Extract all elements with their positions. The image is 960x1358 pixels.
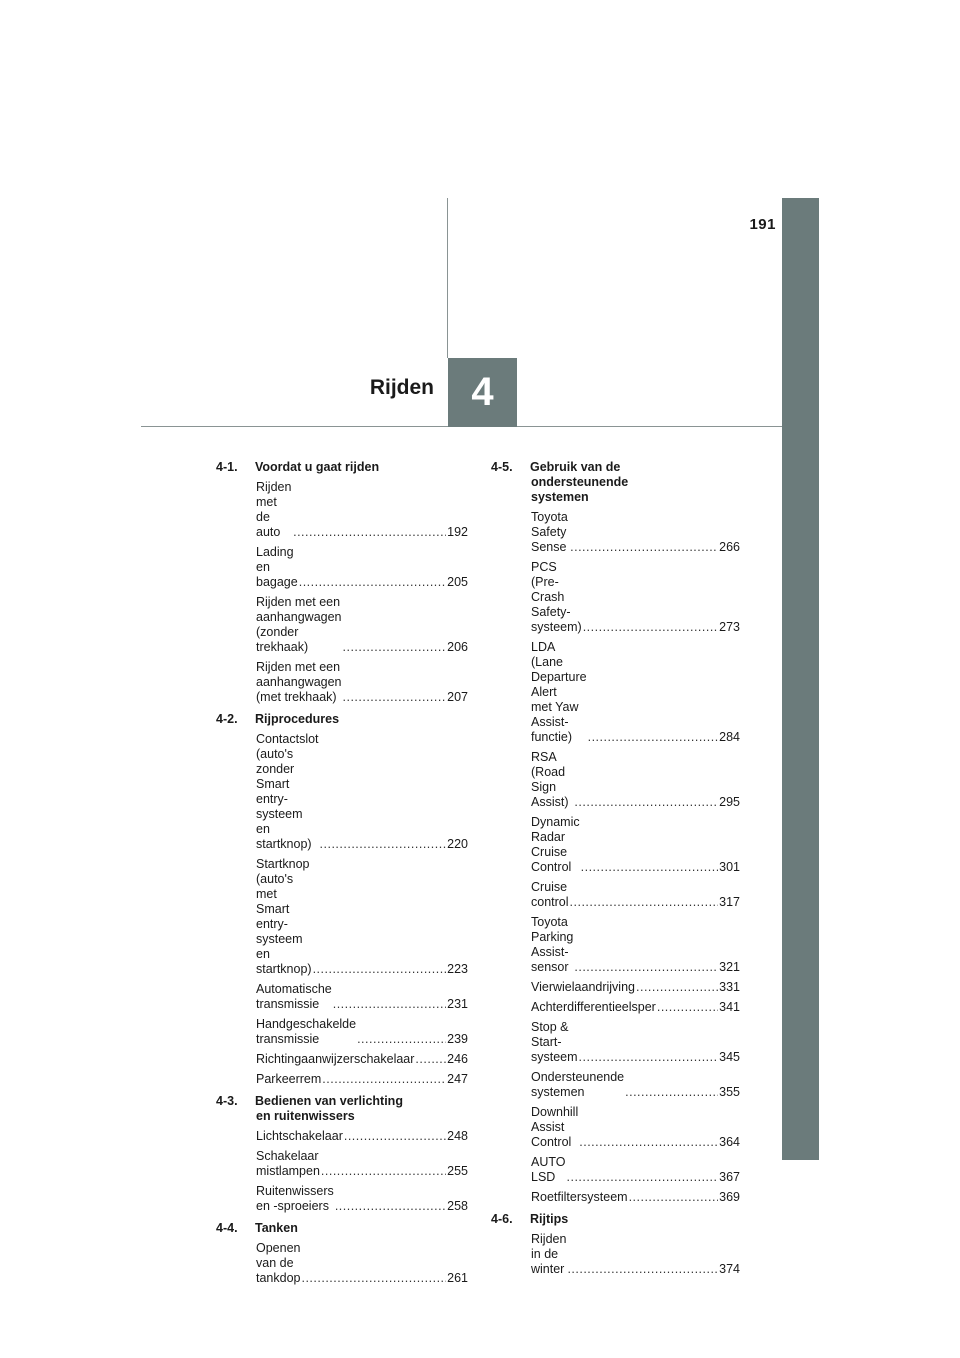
section-number: 4-2. (216, 712, 238, 726)
toc-entry[interactable] (531, 915, 740, 975)
entry-title: Rijden met de auto (256, 480, 292, 539)
entry-title: Startknop (auto's met Smart entry-systeem en startknop) (256, 857, 312, 976)
toc-column-left (216, 460, 468, 1293)
page-number: 191 (749, 216, 776, 233)
toc-entry[interactable] (531, 560, 740, 635)
entry-page: 301 (719, 860, 740, 874)
toc-entry[interactable] (531, 1155, 740, 1185)
entry-title: Parkeerrem (256, 1072, 322, 1086)
toc-entry[interactable] (256, 1184, 468, 1214)
entry-page: 364 (719, 1135, 740, 1149)
toc-entry[interactable] (256, 1017, 468, 1047)
section-title: Voordat u gaat rijden (255, 460, 380, 474)
entry-page: 246 (447, 1052, 468, 1066)
entry-title: Downhill Assist Control (531, 1105, 579, 1149)
toc-section-heading[interactable] (491, 460, 740, 505)
entry-page: 205 (447, 575, 468, 589)
entry-title: Openen van de tankdop (256, 1241, 301, 1285)
entry-title: Ruitenwissers en -sproeiers (256, 1184, 334, 1213)
section-number: 4-3. (216, 1094, 238, 1108)
toc-section-heading[interactable] (216, 460, 468, 475)
entry-title: Toyota Safety Sense (531, 510, 568, 554)
chapter-title: Rijden (369, 376, 434, 399)
entry-title: Lichtschakelaar (256, 1129, 343, 1143)
toc-entry[interactable] (256, 1052, 468, 1067)
section-number: 4-6. (491, 1212, 513, 1226)
toc-entry[interactable] (256, 732, 468, 852)
entry-page: 247 (447, 1072, 468, 1086)
entry-title: Richtingaanwijzerschakelaar (256, 1052, 415, 1066)
entry-page: 261 (447, 1271, 468, 1285)
entry-title: Lading en bagage (256, 545, 298, 589)
toc-entry[interactable] (256, 545, 468, 590)
toc-entry[interactable] (256, 1129, 468, 1144)
entry-page: 239 (447, 1032, 468, 1046)
toc-section (216, 1221, 468, 1286)
toc-column-right (491, 460, 740, 1284)
entry-page: 266 (719, 540, 740, 554)
entry-title: Stop & Start-systeem (531, 1020, 578, 1064)
section-title: Tanken (255, 1221, 298, 1235)
section-title: Rijtips (530, 1212, 569, 1226)
entry-title: Roetfiltersysteem (531, 1190, 628, 1204)
entry-page: 367 (719, 1170, 740, 1184)
entry-title: LDA (Lane Departure Alert met Yaw Assist-functie) (531, 640, 587, 744)
entry-page: 206 (447, 640, 468, 654)
entry-title: Schakelaar mistlampen (256, 1149, 320, 1178)
entry-page: 345 (719, 1050, 740, 1064)
toc-entry[interactable] (531, 880, 740, 910)
toc-entry[interactable] (531, 1070, 740, 1100)
toc-entry[interactable] (531, 640, 740, 745)
entry-page: 341 (719, 1000, 740, 1014)
toc-entry[interactable] (256, 857, 468, 977)
toc-entry[interactable] (531, 510, 740, 555)
entry-page: 295 (719, 795, 740, 809)
toc-section-heading[interactable] (216, 1221, 468, 1236)
toc-entry[interactable] (531, 1190, 740, 1205)
toc-entry[interactable] (256, 1241, 468, 1286)
toc-entry[interactable] (531, 980, 740, 995)
toc-section-heading[interactable] (216, 712, 468, 727)
entry-page: 231 (447, 997, 468, 1011)
entry-page: 223 (447, 962, 468, 976)
entry-title: Rijden in de winter (531, 1232, 567, 1276)
entry-page: 317 (719, 895, 740, 909)
toc-entry[interactable] (531, 1105, 740, 1150)
entry-page: 331 (719, 980, 740, 994)
toc-entry[interactable] (531, 815, 740, 875)
entry-page: 220 (447, 837, 468, 851)
entry-page: 369 (719, 1190, 740, 1204)
toc-section (216, 712, 468, 1087)
entry-title: Achterdifferentieelsper (531, 1000, 656, 1014)
entry-title: Dynamic Radar Cruise Control (531, 815, 580, 874)
entry-page: 374 (719, 1262, 740, 1276)
toc-entry[interactable] (256, 660, 468, 705)
entry-title: Rijden met een aanhangwagen (met trekhaak) (256, 660, 342, 704)
toc-section-heading[interactable] (216, 1094, 468, 1124)
entry-page: 248 (447, 1129, 468, 1143)
toc-entry[interactable] (531, 1000, 740, 1015)
toc-entry[interactable] (256, 1072, 468, 1087)
entry-title: Rijden met een aanhangwagen (zonder trekhaak) (256, 595, 342, 654)
entry-title: Vierwielaandrijving (531, 980, 635, 994)
entry-title: RSA (Road Sign Assist) (531, 750, 569, 809)
toc-entry[interactable] (256, 1149, 468, 1179)
entry-page: 273 (719, 620, 740, 634)
entry-title: Handgeschakelde transmissie (256, 1017, 357, 1046)
toc-entry[interactable] (531, 1020, 740, 1065)
entry-page: 258 (447, 1199, 468, 1213)
toc-section-heading[interactable] (491, 1212, 740, 1227)
toc-entry[interactable] (256, 982, 468, 1012)
entry-page: 355 (719, 1085, 740, 1099)
entry-title: Contactslot (auto's zonder Smart entry-systeem en startknop) (256, 732, 319, 851)
toc-entry[interactable] (256, 595, 468, 655)
entry-title: Automatische transmissie (256, 982, 332, 1011)
toc-section (491, 1212, 740, 1277)
section-number: 4-5. (491, 460, 513, 474)
toc-entry[interactable] (531, 1232, 740, 1277)
chapter-side-tab (782, 198, 819, 1160)
toc-section (216, 1094, 468, 1214)
entry-page: 192 (447, 525, 468, 539)
toc-section (491, 460, 740, 1205)
toc-entry[interactable] (531, 750, 740, 810)
entry-title: PCS (Pre-Crash Safety-systeem) (531, 560, 582, 634)
section-number: 4-1. (216, 460, 238, 474)
entry-title: AUTO LSD (531, 1155, 566, 1184)
section-title: Gebruik van de ondersteunende systemen (530, 460, 629, 504)
toc-entry[interactable] (256, 480, 468, 540)
entry-page: 321 (719, 960, 740, 974)
section-title: Bedienen van verlichting en ruitenwissers (255, 1094, 403, 1123)
entry-title: Cruise control (531, 880, 569, 909)
entry-page: 207 (447, 690, 468, 704)
vertical-rule (447, 198, 448, 358)
section-title: Rijprocedures (255, 712, 340, 726)
chapter-number-box: 4 (448, 358, 517, 427)
entry-page: 284 (719, 730, 740, 744)
entry-page: 255 (447, 1164, 468, 1178)
section-number: 4-4. (216, 1221, 238, 1235)
toc-section (216, 460, 468, 705)
entry-title: Ondersteunende systemen (531, 1070, 625, 1099)
entry-title: Toyota Parking Assist-sensor (531, 915, 574, 974)
